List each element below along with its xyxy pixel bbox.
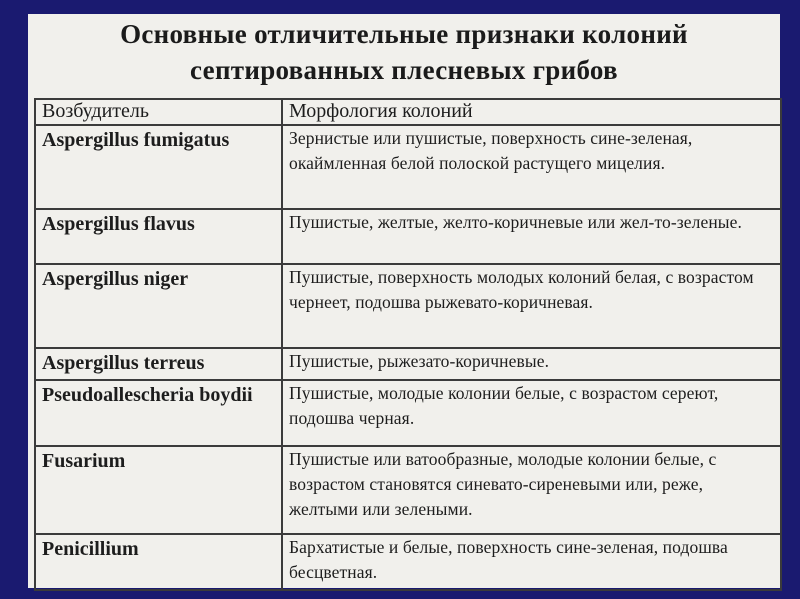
header-pathogen: Возбудитель [35,99,282,125]
slide [28,14,780,588]
slide-title [28,16,780,88]
table-row [35,264,781,348]
table-row [35,534,781,590]
morphology-cell: Пушистые, желтые, желто-коричневые или жел-то-зеленые. [282,209,781,264]
table-row [35,209,781,264]
morphology-cell: Пушистые, поверхность молодых колоний белая, с возрастом чернеет, подошва рыжевато-коричневая. [282,264,781,348]
pathogen-cell: Aspergillus flavus [35,209,282,264]
pathogen-cell: Pseudoallescheria boydii [35,380,282,446]
title-line-1: Основные отличительные признаки колоний [120,19,688,49]
table-row [35,125,781,209]
morphology-cell: Бархатистые и белые, поверхность сине-зеленая, подошва бесцветная. [282,534,781,590]
morphology-cell: Пушистые или ватообразные, молодые колонии белые, с возрастом становятся синевато-сиреневыми или, реже, желтыми или зелеными. [282,446,781,534]
morphology-cell: Пушистые, рыжезато-коричневые. [282,348,781,380]
table-row [35,446,781,534]
title-line-2: септированных плесневых грибов [190,55,618,85]
morphology-cell: Зернистые или пушистые, поверхность сине-зеленая, окаймленная белой полоской растущего мицелия. [282,125,781,209]
pathogen-cell: Aspergillus fumigatus [35,125,282,209]
morphology-cell: Пушистые, молодые колонии белые, с возрастом сереют, подошва черная. [282,380,781,446]
pathogen-cell: Penicillium [35,534,282,590]
table-header-row [35,99,781,125]
header-morphology: Морфология колоний [282,99,781,125]
fungi-table [34,98,782,591]
pathogen-cell: Aspergillus terreus [35,348,282,380]
table-row [35,348,781,380]
table-row [35,380,781,446]
pathogen-cell: Fusarium [35,446,282,534]
pathogen-cell: Aspergillus niger [35,264,282,348]
